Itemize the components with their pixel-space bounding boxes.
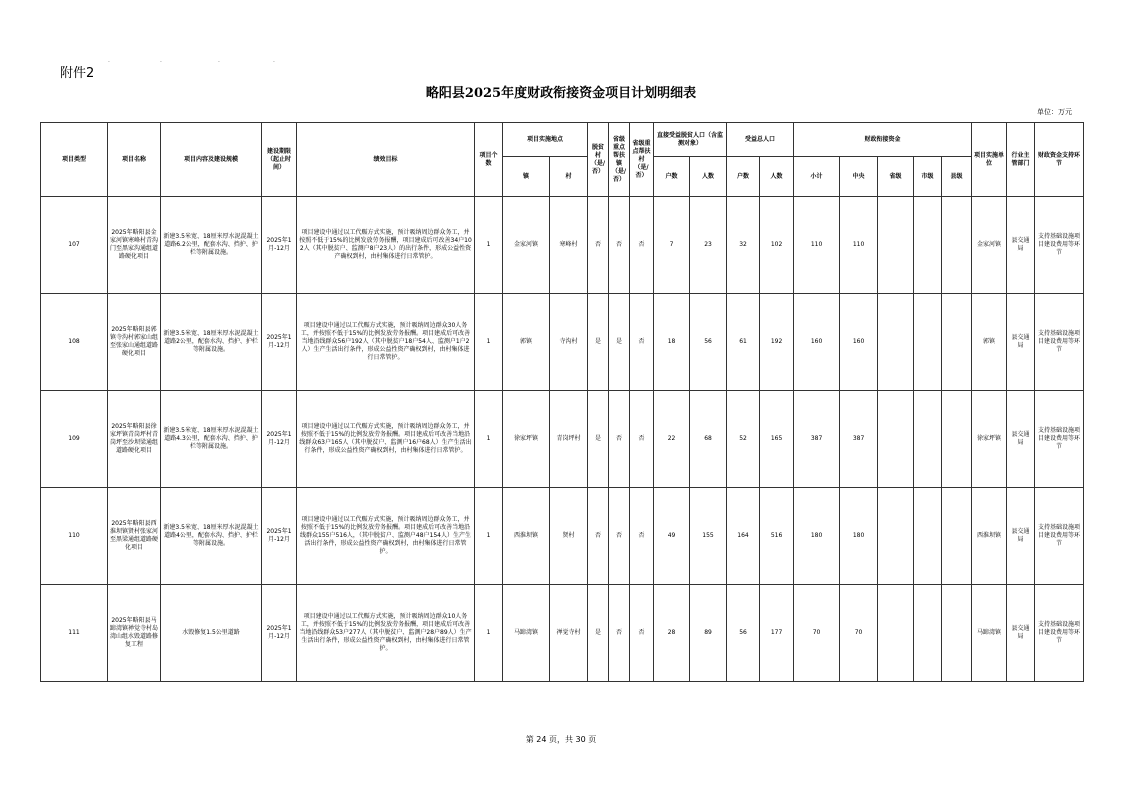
impl-unit-cell: 西淮坝镇 [972, 488, 1007, 585]
total-households-cell: 164 [727, 488, 760, 585]
attachment-label: 附件2 [60, 66, 95, 81]
header-period: 建设期限（起止时间） [262, 123, 297, 197]
header-project-type: 项目类型 [41, 123, 108, 197]
header-location: 项目实施地点 [503, 123, 588, 157]
key-town-cell: 是 [609, 294, 630, 391]
link-cell: 支持基础设施项目建设费用等环节 [1035, 391, 1084, 488]
province-cell [878, 197, 914, 294]
content-cell: 新建3.5米宽、18厘米厚水泥混凝土道路2公里，配套水沟、挡护、护栏等附属设施。 [161, 294, 262, 391]
count-cell: 1 [475, 391, 503, 488]
subtotal-cell: 110 [794, 197, 840, 294]
header-impl-unit: 项目实施单位 [972, 123, 1007, 197]
poverty-village-cell: 否 [588, 488, 609, 585]
target-cell: 项目建设中通过以工代赈方式实施，预计吸纳周边群众务工，并按照不低于15%的比例发放劳务报酬。项目建成后可改善当地沿线群众155户516人，（其中脱贫户、监测户48户154人）生产生活出行条件，形成公益性资产确权到村，由村集体进行日常管护。 [297, 488, 475, 585]
subtotal-cell: 70 [794, 585, 840, 682]
direct-people-cell: 56 [690, 294, 727, 391]
unit-label: 单位：万元 [1037, 108, 1072, 116]
period-cell: 2025年1月-12月 [262, 197, 297, 294]
total-people-cell: 192 [760, 294, 794, 391]
header-central: 中央 [840, 157, 878, 197]
poverty-village-cell: 是 [588, 585, 609, 682]
province-cell [878, 294, 914, 391]
content-cell: 新建3.5米宽、18厘米厚水泥混凝土道路4公里，配套水沟、挡护、护栏等附属设施。 [161, 488, 262, 585]
dept-cell: 县交通局 [1007, 391, 1035, 488]
content-cell: 新建3.5米宽、18厘米厚水泥混凝土道路4.3公里，配套水沟、挡护、护栏等附属设施。 [161, 391, 262, 488]
scan-dot: · [160, 59, 162, 66]
town-cell: 徐家坪镇 [503, 391, 550, 488]
key-town-cell: 否 [609, 488, 630, 585]
impl-unit-cell: 徐家坪镇 [972, 391, 1007, 488]
link-cell: 支持基础设施项目建设费用等环节 [1035, 488, 1084, 585]
header-county: 县级 [942, 157, 972, 197]
project-table [40, 122, 1084, 682]
county-cell [942, 488, 972, 585]
total-households-cell: 56 [727, 585, 760, 682]
project-type-cell: 110 [41, 488, 108, 585]
header-direct-households: 户数 [654, 157, 690, 197]
village-cell: 贤村 [550, 488, 588, 585]
city-cell [914, 391, 942, 488]
direct-people-cell: 89 [690, 585, 727, 682]
direct-households-cell: 18 [654, 294, 690, 391]
total-people-cell: 102 [760, 197, 794, 294]
key-village-cell: 否 [630, 585, 654, 682]
header-city: 市级 [914, 157, 942, 197]
subtotal-cell: 160 [794, 294, 840, 391]
key-town-cell: 否 [609, 585, 630, 682]
header-target: 绩效目标 [297, 123, 475, 197]
header-subtotal: 小计 [794, 157, 840, 197]
scan-dot: · [273, 59, 275, 66]
page-title: 略阳县2025年度财政衔接资金项目计划明细表 [425, 86, 697, 101]
table-row [41, 294, 1084, 391]
city-cell [914, 585, 942, 682]
central-cell: 160 [840, 294, 878, 391]
project-name-cell: 2025年略阳县西淮坝镇贤村张家河至黑梁通组道路硬化项目 [108, 488, 161, 585]
header-link: 财政资金支持环节 [1035, 123, 1084, 197]
count-cell: 1 [475, 294, 503, 391]
content-cell: 水毁修复1.5公里道路 [161, 585, 262, 682]
central-cell: 387 [840, 391, 878, 488]
project-name-cell: 2025年略阳县马蹄湾镇禅觉寺村岛湾山组水毁道路修复工程 [108, 585, 161, 682]
dept-cell: 县交通局 [1007, 585, 1035, 682]
key-town-cell: 否 [609, 391, 630, 488]
scan-dot: · [108, 59, 110, 66]
total-people-cell: 516 [760, 488, 794, 585]
table-row [41, 585, 1084, 682]
period-cell: 2025年1月-12月 [262, 294, 297, 391]
subtotal-cell: 387 [794, 391, 840, 488]
town-cell: 郭镇 [503, 294, 550, 391]
page-footer: 第 24 页，共 30 页 [525, 735, 597, 744]
province-cell [878, 488, 914, 585]
project-name-cell: 2025年略阳县徐家坪镇青岗坪村青岗坪至沙坝梁通组道路硬化项目 [108, 391, 161, 488]
header-poverty-village: 脱贫村（是/否） [588, 123, 609, 197]
direct-households-cell: 28 [654, 585, 690, 682]
total-people-cell: 177 [760, 585, 794, 682]
count-cell: 1 [475, 585, 503, 682]
direct-people-cell: 23 [690, 197, 727, 294]
table-row [41, 197, 1084, 294]
central-cell: 180 [840, 488, 878, 585]
central-cell: 70 [840, 585, 878, 682]
table-row [41, 391, 1084, 488]
target-cell: 项目建设中通过以工代赈方式实施，预计吸纳周边群众30人务工，并按照不低于15%的比例发放劳务报酬。项目建成后可改善当地沿线群众56户192人（其中脱贫户18户54人、监测户1户2人）生产生活出行条件，形成公益性资产确权到村，由村集体进行日常管护。 [297, 294, 475, 391]
dept-cell: 县交通局 [1007, 197, 1035, 294]
direct-people-cell: 155 [690, 488, 727, 585]
header-village: 村 [550, 157, 588, 197]
key-village-cell: 否 [630, 488, 654, 585]
impl-unit-cell: 郭镇 [972, 294, 1007, 391]
header-dept: 行业主管部门 [1007, 123, 1035, 197]
direct-households-cell: 49 [654, 488, 690, 585]
poverty-village-cell: 否 [588, 197, 609, 294]
dept-cell: 县交通局 [1007, 488, 1035, 585]
direct-households-cell: 22 [654, 391, 690, 488]
project-type-cell: 107 [41, 197, 108, 294]
header-project-name: 项目名称 [108, 123, 161, 197]
project-type-cell: 111 [41, 585, 108, 682]
village-cell: 禅觉寺村 [550, 585, 588, 682]
town-cell: 金家河镇 [503, 197, 550, 294]
county-cell [942, 391, 972, 488]
dept-cell: 县交通局 [1007, 294, 1035, 391]
header-direct-benefit: 直接受益脱贫人口（含监测对象） [654, 123, 727, 157]
header-province: 省级 [878, 157, 914, 197]
target-cell: 项目建设中通过以工代赈方式实施，预计吸纳周边群众务工，并按照不低于15%的比例发放劳务报酬，项目建成后可改善34户102人（其中脱贫户、监测户8户23人）的出行条件，形成公益性资产确权到村，由村集体进行日常管护。 [297, 197, 475, 294]
project-type-cell: 109 [41, 391, 108, 488]
village-cell: 青岗坪村 [550, 391, 588, 488]
key-town-cell: 否 [609, 197, 630, 294]
period-cell: 2025年1月-12月 [262, 488, 297, 585]
key-village-cell: 否 [630, 197, 654, 294]
table-row [41, 488, 1084, 585]
county-cell [942, 585, 972, 682]
key-village-cell: 否 [630, 294, 654, 391]
header-town: 镇 [503, 157, 550, 197]
city-cell [914, 197, 942, 294]
poverty-village-cell: 是 [588, 294, 609, 391]
header-total-benefit: 受益总人口 [727, 123, 794, 157]
total-households-cell: 32 [727, 197, 760, 294]
count-cell: 1 [475, 488, 503, 585]
province-cell [878, 585, 914, 682]
target-cell: 项目建设中通过以工代赈方式实施，预计吸纳周边群众务工，并按照不低于15%的比例发放劳务报酬。项目建成后可改善当地沿线群众63户165人（其中脱贫户、监测户16户68人）生产生活出行条件，形成公益性资产确权到村，由村集体进行日常管护。 [297, 391, 475, 488]
village-cell: 寒峰村 [550, 197, 588, 294]
city-cell [914, 294, 942, 391]
county-cell [942, 197, 972, 294]
header-key-town: 省级重点帮扶镇（是/否） [609, 123, 630, 197]
count-cell: 1 [475, 197, 503, 294]
period-cell: 2025年1月-12月 [262, 391, 297, 488]
county-cell [942, 294, 972, 391]
link-cell: 支持基础设施项目建设费用等环节 [1035, 294, 1084, 391]
total-households-cell: 61 [727, 294, 760, 391]
period-cell: 2025年1月-12月 [262, 585, 297, 682]
header-direct-people: 人数 [690, 157, 727, 197]
direct-households-cell: 7 [654, 197, 690, 294]
total-people-cell: 165 [760, 391, 794, 488]
link-cell: 支持基础设施项目建设费用等环节 [1035, 585, 1084, 682]
total-households-cell: 52 [727, 391, 760, 488]
central-cell: 110 [840, 197, 878, 294]
header-total-households: 户数 [727, 157, 760, 197]
target-cell: 项目建设中通过以工代赈方式实施，预计吸纳周边群众10人务工，并按照不低于15%的比例发放劳务报酬，项目建成后可改善当地沿线群众53户277人（其中脱贫户、监测户28户89人）生产生活出行条件，形成公益性资产确权到村，由村集体进行日常管护。 [297, 585, 475, 682]
project-name-cell: 2025年略阳县金家河镇寒峰村青沟门至黑家沟通组道路硬化项目 [108, 197, 161, 294]
town-cell: 马蹄湾镇 [503, 585, 550, 682]
impl-unit-cell: 金家河镇 [972, 197, 1007, 294]
subtotal-cell: 180 [794, 488, 840, 585]
province-cell [878, 391, 914, 488]
poverty-village-cell: 是 [588, 391, 609, 488]
city-cell [914, 488, 942, 585]
header-content: 项目内容及建设规模 [161, 123, 262, 197]
scan-dot: · [218, 59, 220, 66]
header-key-village: 省级重点帮扶村（是/否） [630, 123, 654, 197]
village-cell: 寺沟村 [550, 294, 588, 391]
project-name-cell: 2025年略阳县郭镇寺沟村郭家山组至张家山通组道路硬化项目 [108, 294, 161, 391]
header-total-people: 人数 [760, 157, 794, 197]
project-type-cell: 108 [41, 294, 108, 391]
content-cell: 新建3.5米宽、18厘米厚水泥混凝土道路6.2公里，配套水沟、挡护、护栏等附属设施。 [161, 197, 262, 294]
link-cell: 支持基础设施项目建设费用等环节 [1035, 197, 1084, 294]
header-funds: 财政衔接资金 [794, 123, 972, 157]
key-village-cell: 否 [630, 391, 654, 488]
direct-people-cell: 68 [690, 391, 727, 488]
impl-unit-cell: 马蹄湾镇 [972, 585, 1007, 682]
town-cell: 西淮坝镇 [503, 488, 550, 585]
header-count: 项目个数 [475, 123, 503, 197]
